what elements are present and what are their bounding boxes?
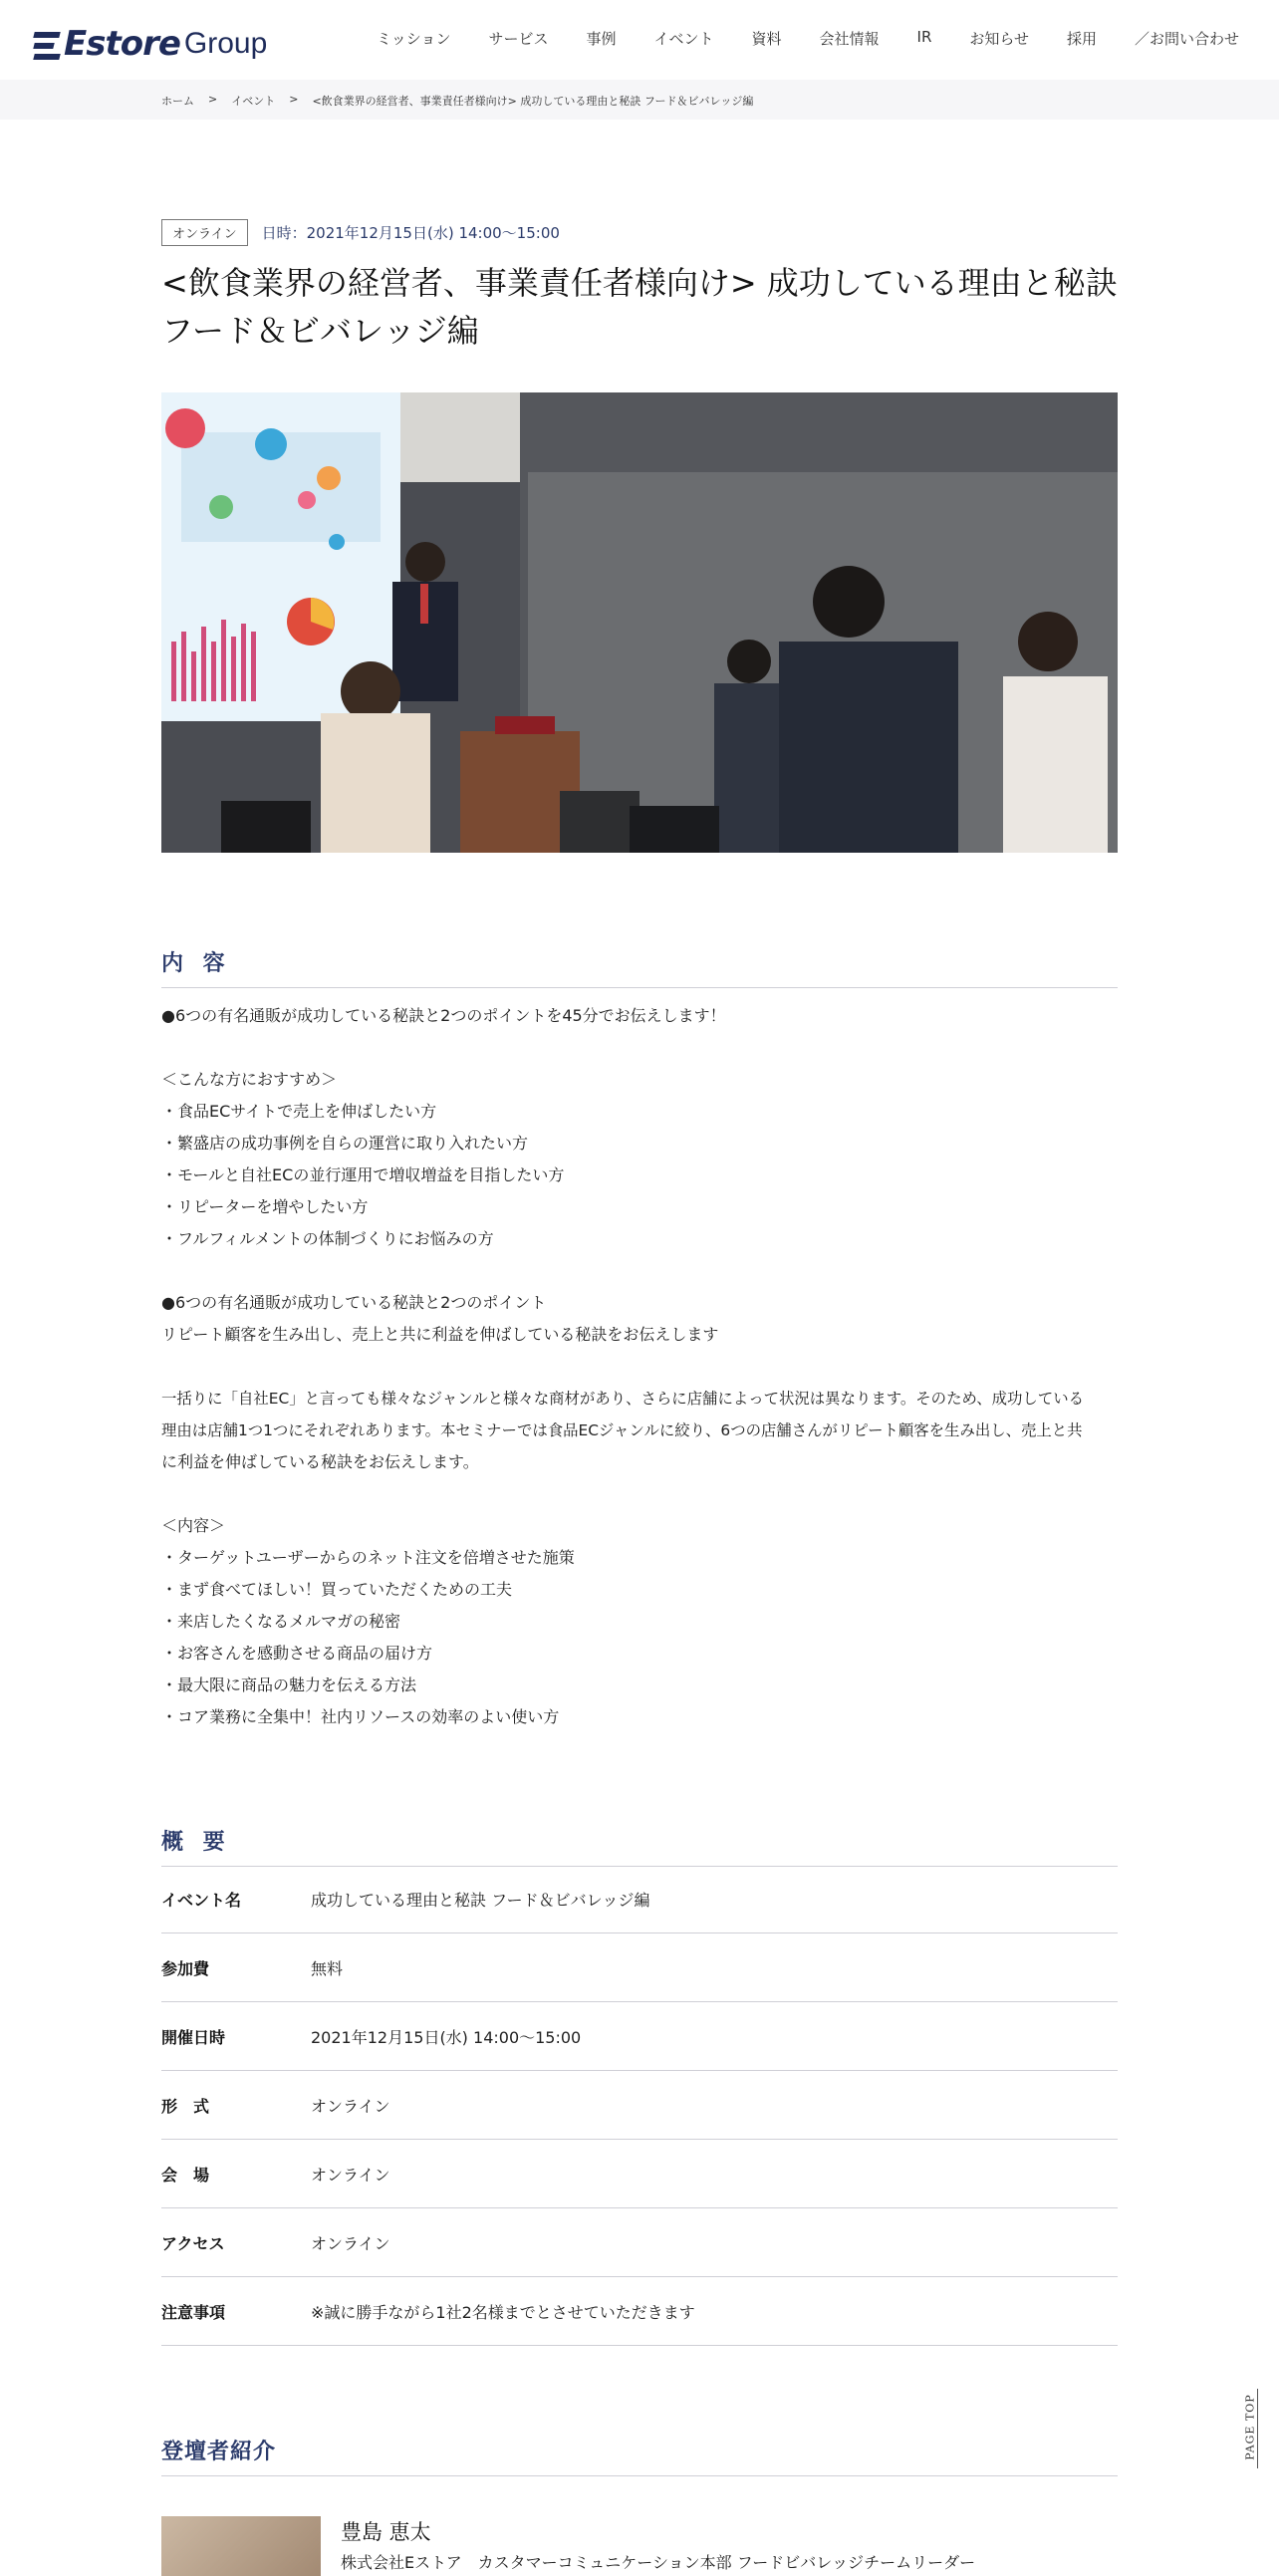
content-line [161, 1351, 1118, 1383]
event-date: 日時：2021年12月15日(水) 14:00〜15:00 [261, 224, 560, 242]
content-line [161, 1255, 1118, 1287]
nav-documents[interactable]: 資料 [751, 30, 782, 48]
overview-heading: 概 要 [161, 1825, 1118, 1867]
breadcrumb [161, 93, 753, 109]
content-line: ・ターゲットユーザーからのネット注文を倍増させた施策 [161, 1548, 575, 1567]
table-row [161, 2277, 1118, 2346]
content-body [161, 1000, 1118, 1733]
content-line: ・来店したくなるメルマガの秘密 [161, 1612, 401, 1631]
content-line: ・お客さんを感動させる商品の届け方 [161, 1644, 433, 1663]
content-line: ・まず食べてほしい！買っていただくための工夫 [161, 1580, 513, 1599]
row-value: 無料 [311, 1958, 344, 1978]
content-line: ・コア業務に全集中！社内リソースの効率のよい使い方 [161, 1707, 560, 1726]
logo-mark-icon [34, 28, 62, 64]
seminar-photo [161, 392, 1118, 853]
row-label: 開催日時 [161, 2027, 226, 2047]
page-title [161, 259, 1118, 355]
table-row [161, 2002, 1118, 2071]
page-top-label: PAGE TOP [1243, 2394, 1257, 2460]
page-top-button[interactable] [1239, 2389, 1259, 2468]
nav-company[interactable]: 会社情報 [819, 30, 880, 48]
content-line: ・食品ECサイトで売上を伸ばしたい方 [161, 1102, 437, 1121]
row-value: オンライン [311, 2165, 390, 2185]
content-line: ・フルフィルメントの体制づくりにお悩みの方 [161, 1229, 494, 1248]
content-line: 理由は店舗1つ1つにそれぞれあります。本セミナーでは食品ECジャンルに絞り、6つの店舗さんがリピート顧客を生み出し、売上と共 [161, 1421, 1083, 1439]
content-line: に利益を伸ばしている秘訣をお伝えします。 [161, 1452, 479, 1471]
content-line [161, 1478, 1118, 1510]
nav-service[interactable]: サービス [488, 30, 549, 48]
table-row [161, 1933, 1118, 2002]
title-line-1: <飲食業界の経営者、事業責任者様向け> 成功している理由と秘訣 [161, 264, 1118, 302]
title-line-2: フード＆ビバレッジ編 [161, 312, 479, 350]
nav-ir[interactable]: IR [916, 28, 932, 46]
logo-text: Estore [64, 24, 180, 64]
row-value: ※誠に勝手ながら1社2名様までとさせていただきます [311, 2302, 695, 2322]
content-line: ・繁盛店の成功事例を自らの運営に取り入れたい方 [161, 1134, 529, 1153]
nav-events[interactable]: イベント [653, 30, 714, 48]
event-meta [161, 219, 560, 246]
content-line: 一括りに「自社EC」と言っても様々なジャンルと様々な商材があり、さらに店舗によって状況は異なります。そのため、成功している [161, 1390, 1084, 1408]
content-heading: 内 容 [161, 946, 1118, 988]
speaker-title: 株式会社Eストア カスタマーコミュニケーション本部 フードビバレッジチームリーダー [341, 2553, 976, 2572]
table-row [161, 2071, 1118, 2140]
row-label: イベント名 [161, 1890, 242, 1910]
content-line: ・最大限に商品の魅力を伝える方法 [161, 1675, 417, 1694]
row-value: オンライン [311, 2233, 390, 2253]
hero-image [161, 392, 1118, 853]
table-row [161, 2140, 1118, 2208]
content-line: ●6つの有名通販が成功している秘訣と2つのポイント [161, 1293, 547, 1312]
logo-sub-text: Group [183, 27, 268, 60]
row-value: オンライン [311, 2096, 390, 2116]
content-line: リピート顧客を生み出し、売上と共に利益を伸ばしている秘訣をお伝えします [161, 1325, 719, 1344]
row-label: 会 場 [161, 2165, 210, 2185]
main-nav [339, 28, 1239, 49]
breadcrumb-separator: > [289, 93, 299, 106]
nav-cases[interactable]: 事例 [586, 30, 617, 48]
row-value: 成功している理由と秘訣 フード＆ビバレッジ編 [311, 1890, 650, 1910]
overview-table [161, 1865, 1118, 2346]
nav-mission[interactable]: ミッション [377, 30, 451, 48]
row-label: 参加費 [161, 1958, 210, 1978]
row-label: 注意事項 [161, 2302, 226, 2322]
row-label: アクセス [161, 2233, 225, 2253]
table-row [161, 2208, 1118, 2277]
speakers-heading: 登壇者紹介 [161, 2435, 1118, 2476]
row-value: 2021年12月15日(水) 14:00〜15:00 [311, 2027, 582, 2047]
content-line: ＜内容＞ [161, 1516, 226, 1535]
content-line: ・モールと自社ECの並行運用で増収増益を目指したい方 [161, 1165, 565, 1184]
content-line: ●6つの有名通販が成功している秘訣と2つのポイントを45分でお伝えします！ [161, 1006, 726, 1025]
table-row [161, 1865, 1118, 1933]
speaker-photo [161, 2516, 321, 2576]
breadcrumb-current: <飲食業界の経営者、事業責任者様向け> 成功している理由と秘訣 フード＆ビバレッジ編 [312, 95, 754, 108]
row-label: 形 式 [161, 2096, 210, 2116]
format-badge: オンライン [161, 219, 248, 246]
content-line: ＜こんな方におすすめ＞ [161, 1070, 338, 1089]
content-line: ・リピーターを増やしたい方 [161, 1197, 369, 1216]
breadcrumb-events[interactable]: イベント [231, 95, 276, 108]
page-top-line [1257, 2389, 1258, 2468]
estore-group-logo[interactable] [34, 20, 267, 64]
nav-news[interactable]: お知らせ [969, 30, 1029, 48]
site-header [0, 0, 1279, 80]
nav-contact[interactable]: ／ お問い合わせ [1135, 28, 1239, 49]
breadcrumb-home[interactable]: ホーム [161, 95, 194, 108]
breadcrumb-bar [0, 80, 1279, 120]
breadcrumb-separator: > [208, 93, 218, 106]
nav-recruit[interactable]: 採用 [1066, 30, 1097, 48]
content-line [161, 1032, 1118, 1064]
speaker-name: 豊島 恵太 [341, 2520, 431, 2544]
